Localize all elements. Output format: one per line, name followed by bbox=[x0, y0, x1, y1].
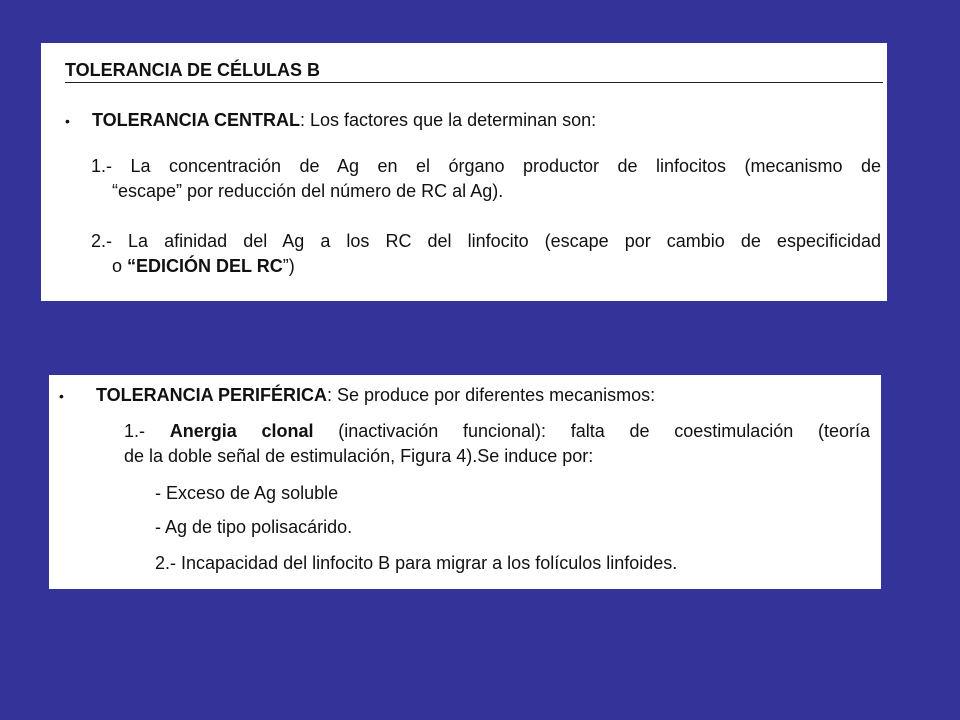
central-factor-1-line2: “escape” por reducción del número de RC al Ag). bbox=[112, 181, 504, 201]
central-tolerance-bullet bbox=[92, 109, 596, 131]
peripheral-tolerance-bullet bbox=[96, 384, 655, 406]
peripheral-tolerance-panel bbox=[49, 375, 881, 589]
bullet-icon: • bbox=[59, 388, 64, 404]
induction-soluble-ag: - Exceso de Ag soluble bbox=[155, 483, 339, 503]
central-factor-2-line2: o “EDICIÓN DEL RC”) bbox=[112, 256, 295, 276]
central-tolerance-intro: : Los factores que la determinan son: bbox=[300, 110, 597, 130]
receptor-editing-term: “EDICIÓN DEL RC bbox=[127, 256, 283, 276]
peripheral-mechanism-2: 2.- Incapacidad del linfocito B para migrar a los folículos linfoides. bbox=[155, 553, 678, 573]
central-tolerance-panel bbox=[41, 43, 887, 301]
induction-polysaccharide-ag: - Ag de tipo polisacárido. bbox=[155, 517, 353, 537]
central-factor-1-line1: 1.- La concentración de Ag en el órgano productor de linfocitos (mecanismo de bbox=[91, 156, 881, 176]
peripheral-mechanism-1-line1: 1.- Anergia clonal (inactivación funcional): falta de coestimulación (teoría bbox=[124, 421, 870, 441]
section-heading: TOLERANCIA DE CÉLULAS B bbox=[65, 59, 883, 83]
peripheral-tolerance-intro: : Se produce por diferentes mecanismos: bbox=[327, 385, 656, 405]
bullet-icon: • bbox=[65, 113, 70, 129]
peripheral-mechanism-1 bbox=[124, 419, 870, 469]
peripheral-tolerance-title: TOLERANCIA PERIFÉRICA bbox=[96, 385, 328, 405]
central-factor-1 bbox=[91, 154, 881, 204]
central-factor-2-line1: 2.- La afinidad del Ag a los RC del linfocito (escape por cambio de especificidad bbox=[91, 231, 881, 251]
central-factor-2 bbox=[91, 229, 881, 279]
peripheral-mechanism-1-line2: de la doble señal de estimulación, Figura 4).Se induce por: bbox=[124, 446, 594, 466]
clonal-anergy-term: Anergia clonal bbox=[169, 421, 314, 441]
central-tolerance-title: TOLERANCIA CENTRAL bbox=[92, 110, 300, 130]
